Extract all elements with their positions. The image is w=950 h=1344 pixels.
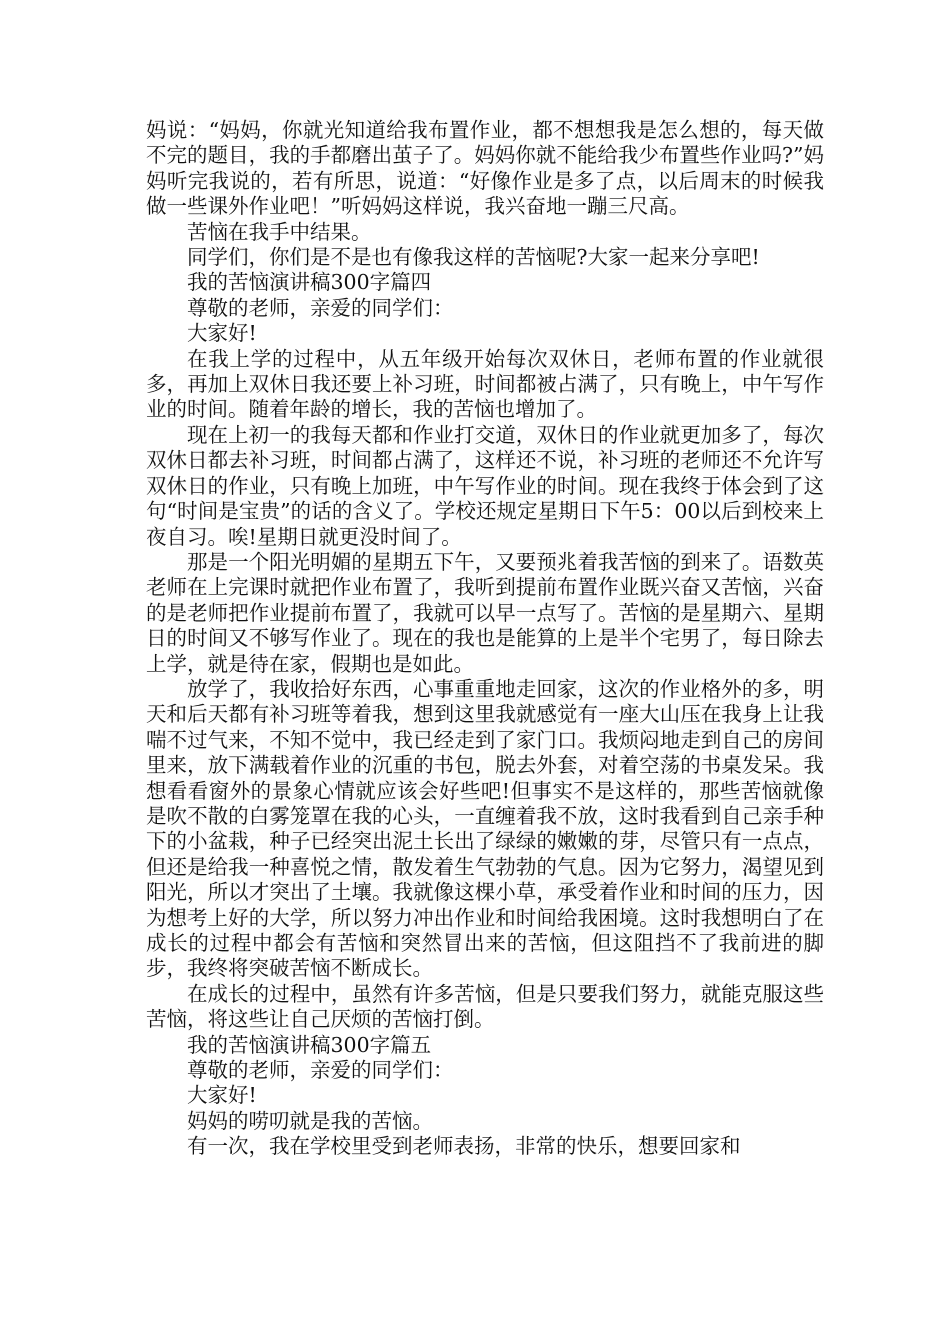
paragraph: 妈妈的唠叨就是我的苦恼。 bbox=[187, 1108, 433, 1133]
paragraph: 苦恼在我手中结果。 bbox=[187, 219, 372, 244]
section-heading: 我的苦恼演讲稿300字篇四 bbox=[187, 270, 432, 295]
paragraph: 在我上学的过程中，从五年级开始每次双休日，老师布置的作业就很多，再加上双休日我还要上补习班，时间都被占满了，只有晚上，中午写作业的时间。随着年龄的增长，我的苦恼也增加了。 bbox=[146, 346, 824, 422]
paragraph: 在成长的过程中，虽然有许多苦恼，但是只要我们努力，就能克服这些苦恼，将这些让自己厌烦的苦恼打倒。 bbox=[146, 981, 824, 1032]
greeting: 大家好! bbox=[187, 321, 257, 346]
greeting: 大家好! bbox=[187, 1083, 257, 1108]
section-heading: 我的苦恼演讲稿300字篇五 bbox=[187, 1032, 432, 1057]
salutation: 尊敬的老师，亲爱的同学们： bbox=[187, 295, 454, 320]
paragraph: 有一次，我在学校里受到老师表扬，非常的快乐，想要回家和 bbox=[187, 1134, 741, 1159]
salutation: 尊敬的老师，亲爱的同学们： bbox=[187, 1058, 454, 1083]
paragraph: 那是一个阳光明媚的星期五下午，又要预兆着我苦恼的到来了。语数英老师在上完课时就把作业布置了，我听到提前布置作业既兴奋又苦恼，兴奋的是老师把作业提前布置了，我就可以早一点写了。苦恼的是星期六、星期日的时间又不够写作业了。现在的我也是能算的上是半个宅男了，每日除去上学，就是待在家，假期也是如此。 bbox=[146, 549, 824, 676]
paragraph: 妈说：“妈妈，你就光知道给我布置作业，都不想想我是怎么想的，每天做不完的题目，我的手都磨出茧子了。妈妈你就不能给我少布置些作业吗?”妈妈听完我说的，若有所思，说道：“好像作业是多了点，以后周末的时候我做一些课外作业吧！”听妈妈这样说，我兴奋地一蹦三尺高。 bbox=[146, 118, 824, 219]
document-page bbox=[146, 118, 824, 1160]
paragraph: 同学们，你们是不是也有像我这样的苦恼呢?大家一起来分享吧! bbox=[187, 245, 760, 270]
paragraph: 现在上初一的我每天都和作业打交道，双休日的作业就更加多了，每次双休日都去补习班，时间都占满了，这样还不说，补习班的老师还不允许写双休日的作业，只有晚上加班，中午写作业的时间。现在我终于体会到了这句“时间是宝贵”的话的含义了。学校还规定星期日下午5：00以后到校来上夜自习。唉!星期日就更没时间了。 bbox=[146, 422, 824, 549]
paragraph: 放学了，我收拾好东西，心事重重地走回家，这次的作业格外的多，明天和后天都有补习班等着我，想到这里我就感觉有一座大山压在我身上让我喘不过气来，不知不觉中，我已经走到了家门口。我烦闷地走到自己的房间里来，放下满载着作业的沉重的书包，脱去外套，对着空荡的书桌发呆。我想看看窗外的景象心情就应该会好些吧!但事实不是这样的，那些苦恼就像是吹不散的白雾笼罩在我的心头，一直缠着我不放，这时我看到自己亲手种下的小盆栽，种子已经突出泥土长出了绿绿的嫩嫩的芽，尽管只有一点点，但还是给我一种喜悦之情，散发着生气勃勃的气息。因为它努力，渴望见到阳光，所以才突出了土壤。我就像这棵小草，承受着作业和时间的压力，因为想考上好的大学，所以努力冲出作业和时间给我困境。这时我想明白了在成长的过程中都会有苦恼和突然冒出来的苦恼，但这阻挡不了我前进的脚步，我终将突破苦恼不断成长。 bbox=[146, 676, 824, 981]
